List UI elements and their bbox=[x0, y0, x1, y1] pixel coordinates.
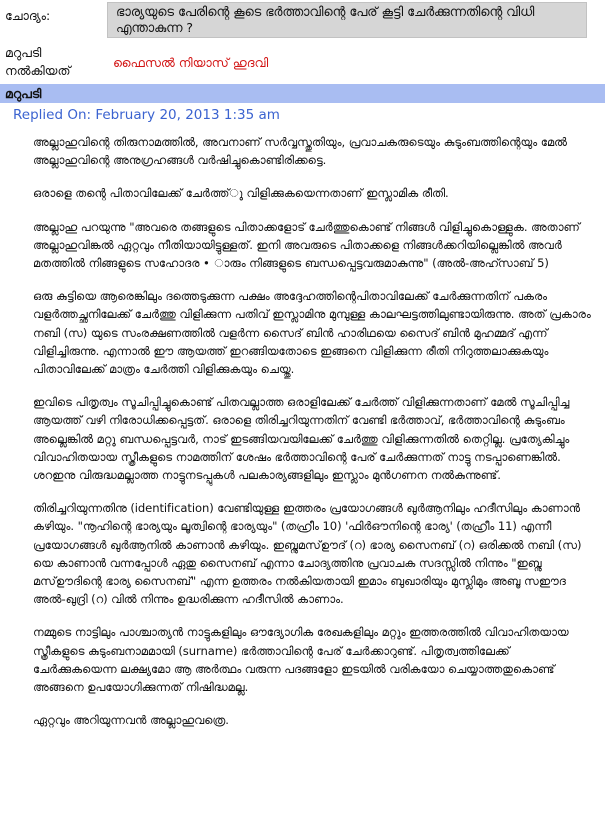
answer-heading: മറുപടി bbox=[5, 86, 42, 101]
answered-by-label-line1: മറുപടി bbox=[5, 45, 42, 60]
answer-heading-bar bbox=[0, 84, 605, 103]
replied-on-date: Replied On: February 20, 2013 1:35 am bbox=[13, 107, 280, 123]
answer-body bbox=[33, 133, 593, 744]
answer-paragraph: അല്ലാഹു പറയുന്നു "അവരെ തങ്ങളുടെ പിതാക്കളോട് ചേർത്തുകൊണ്ട് നിങ്ങൾ വിളിച്ചുകൊള്ളുക. അതാണ് അല്ലാഹുവിങ്കൽ ഏറ്റവും നീതിയായിട്ടുള്ളത്. ഇനി അവരുടെ പിതാക്കളെ നിങ്ങൾക്കറിയില്ലെങ്കിൽ അവർ മതത്തിൽ നിങ്ങളുടെ സഹോദര • ാരും നിങ്ങളുടെ ബന്ധപ്പെട്ടവരുമാകുന്നു" (അൽ-അഹ്സാബ് 5) bbox=[33, 219, 580, 271]
answer-paragraph: ഏറ്റവും അറിയുന്നവൻ അല്ലാഹുവത്രെ. bbox=[33, 713, 229, 728]
answer-paragraph: അല്ലാഹുവിന്റെ തിരുനാമത്തിൽ, അവനാണ് സർവ്വസ്തുതിയും, പ്രവാചകരുടെയും കുടുംബത്തിന്റെയും മേൽ അല്ലാഹുവിന്റെ അനുഗ്രഹങ്ങൾ വർഷിച്ചുകൊണ്ടിരിക്കട്ടെ. bbox=[33, 135, 567, 168]
question-text: ഭാര്യയുടെ പേരിന്റെ കൂടെ ഭർത്താവിന്റെ പേര് കൂട്ടി ചേർക്കുന്നതിന്റെ വിധി എന്താകുന്ന ? bbox=[107, 2, 587, 38]
author-name: ഫൈസൽ നിയാസ് ഹുദവി bbox=[113, 55, 269, 70]
question-label: ചോദ്യം: bbox=[5, 8, 51, 23]
answered-by-label-line2: നൽകിയത് bbox=[5, 63, 71, 78]
answer-paragraph: ഇവിടെ പിതൃത്വം സൂചിപ്പിച്ചുകൊണ്ട് പിതവല്ലാത്ത ഒരാളിലേക്ക് ചേർത്ത് വിളിക്കുന്നതാണ് മേൽ സൂചിപ്പിച്ച ആയത്ത് വഴി നിരോധിക്കപ്പെട്ടത്. ഒരാളെ തിരിച്ചറിയുന്നതിന് വേണ്ടി ഭർത്താവ്, ഭർത്താവിന്റെ കുടുംബം അല്ലെങ്കിൽ മറ്റു ബന്ധപ്പെട്ടവർ, നാട് ഇടങ്ങിയവയിലേക്ക് ചേർത്തു വിളിക്കുന്നതിൽ തെറ്റില്ല. പ്രത്യേകിച്ചും വിവാഹിതയായ സ്ത്രീകളുടെ നാമത്തിന് ശേഷം ഭർത്താവിന്റെ പേര് ചേർക്കുന്നത് നാട്ടു നടപ്പാണെങ്കിൽ. ശറഇനു വിരുദ്ധമല്ലാത്ത നാട്ടുനടപ്പുകൾ പലകാര്യങ്ങളിലും ഇസ്ലാം മുൻഗണന നൽകുന്നുണ്ട്. bbox=[33, 395, 570, 483]
answer-paragraph: ഒരു കുട്ടിയെ ആരെങ്കിലും ദത്തെടുക്കുന്ന പക്ഷം അദ്ദേഹത്തിന്റെപിതാവിലേക്ക് ചേർക്കുന്നതിന് പകരം വളർത്തച്ഛനിലേക്ക് ചേർത്തു വിളിക്കുന്ന പതിവ് ഇസ്ലാമിനു മുമ്പുള്ള കാലഘട്ടത്തിലുണ്ടായിരുന്നു. അത് പ്രകാരം നബി (സ) യുടെ സംരക്ഷണത്തിൽ വളർന്ന സൈദ് ബിൻ ഹാരിഥയെ സൈദ് ബിൻ മുഹമ്മദ് എന്ന് വിളിച്ചിരുന്നു. എന്നാൽ ഈ ആയത്ത് ഇറങ്ങിയതോടെ ഇങ്ങനെ വിളിക്കുന്ന രീതി നിറുത്തലാക്കുകയും പിതാവിലേക്ക് മാത്രം ചേർത്തി വിളിക്കുകയും ചെയ്തു. bbox=[33, 289, 591, 377]
answer-paragraph: തിരിച്ചറിയുന്നതിനു (identification) വേണ്ടിയുള്ള ഇത്തരം പ്രയോഗങ്ങൾ ഖുർആനിലും ഹദീസിലും കാണാൻ കഴിയും. "നൂഹിന്റെ ഭാര്യയും ലൂത്വിന്റെ ഭാര്യയും" (തഹ്രീം 10) 'ഫിർഔനിന്റെ ഭാര്യ' (തഹ്രീം 11) എന്നീ പ്രയോഗങ്ങൾ ഖുർആനിൽ കാണാൻ കഴിയും. ഇബ്നുമസ്ഊദ് (റ) ഭാര്യ സൈനബ് (റ) ഒരിക്കൽ നബി (സ) യെ കാണാൻ വന്നപ്പോൾ ഏതു സൈനബ് എന്നാ ചോദ്യത്തിനു പ്രവാചക സദസ്സിൽ നിന്നും "ഇബ്നു മസ്ഊദിന്റെ ഭാര്യ സൈനബ്" എന്ന ഉത്തരം നൽകിയതായി ഇമാം ബുഖാരിയും മുസ്ലിമും അബൂ സഈദ അൽ-ഖുദ്രി (റ) വിൽ നിന്നും ഉദ്ധരിക്കുന്ന ഹദീസിൽ കാണാം. bbox=[33, 501, 582, 607]
answer-paragraph: നമ്മുടെ നാട്ടിലും പാശ്ചാത്യൻ നാട്ടുകളിലും ഔദ്യോഗിക രേഖകളിലും മറ്റും ഇത്തരത്തിൽ വിവാഹിതയായ സ്ത്രീകളുടെ കുടുംബനാമമായി (surname) ഭർത്താവിന്റെ പേര് ചേർക്കാറുണ്ട്. പിതൃത്വത്തിലേക്ക് ചേർക്കുകയെന്ന ലക്ഷ്യമോ ആ അർത്ഥം വരുന്ന പദങ്ങളോ ഇടയിൽ വരികയോ ചെയ്യാത്തതുകൊണ്ട് അങ്ങനെ ഉപയോഗിക്കുന്നത് നിഷിദ്ധമല്ല. bbox=[33, 625, 569, 695]
answer-paragraph: ഒരാളെ തന്റെ പിതാവിലേക്ക് ചേർത്ത്ു വിളിക്കുകയെന്നതാണ് ഇസ്ലാമിക രീതി. bbox=[33, 186, 449, 201]
